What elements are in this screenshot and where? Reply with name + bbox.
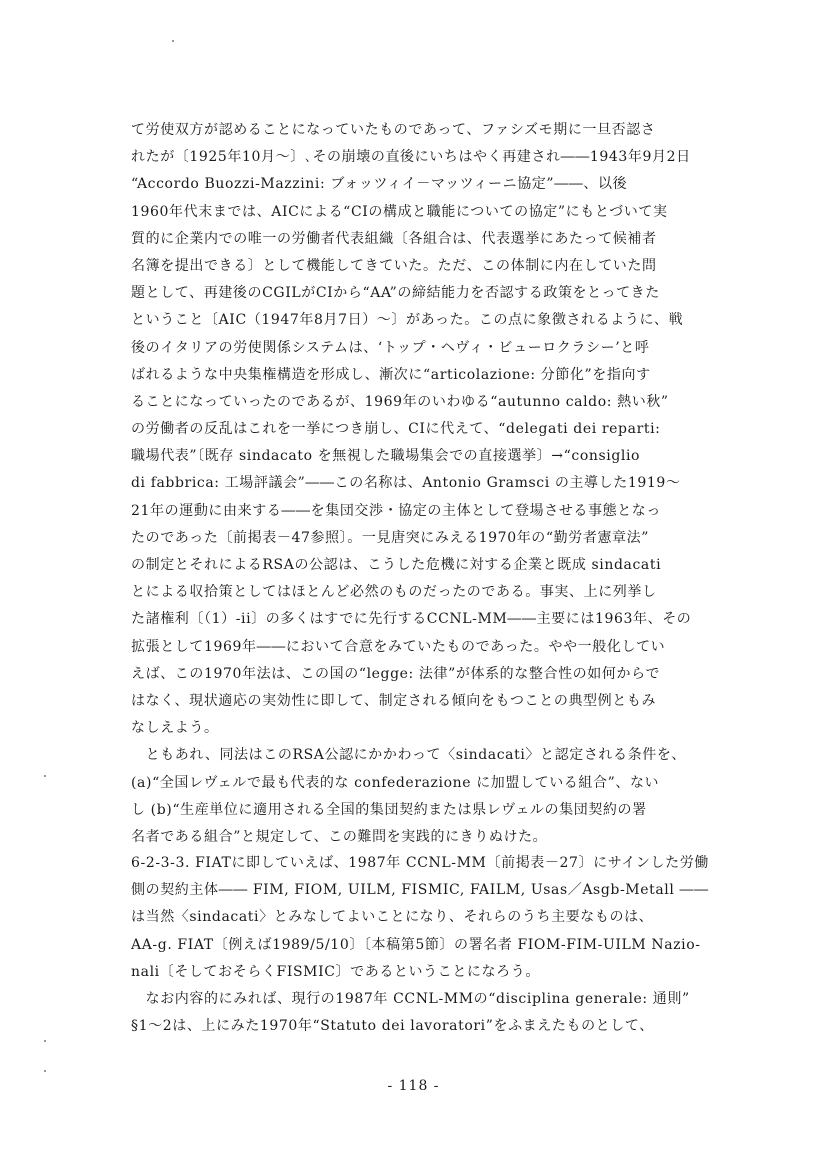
text-line: 6-2-3-3. FIATに即していえば、1987年 CCNL-MM〔前掲表－27〕にサインした労働 bbox=[131, 855, 709, 871]
text-line: AA-g. FIAT〔例えば1989/5/10〕〔本稿第5節〕の署名者 FIOM-FIM-UILM Nazio- bbox=[131, 936, 701, 953]
text-line: は当然〈sindacati〉とみなしてよいことになり、それらのうち主要なものは、 bbox=[131, 909, 654, 926]
text-line: れたが〔1925年10月～〕､その崩壊の直後にいちはやく再建され――1943年9月2日 bbox=[131, 149, 691, 166]
text-line: 職場代表”〔既存 sindacato を無視した職場集会での直接選挙〕→“consiglio bbox=[131, 448, 641, 465]
text-line: はなく、現状適応の実効性に即して、制定される傾向をもつことの典型例ともみ bbox=[131, 692, 657, 709]
text-line: とによる収拾策としてはほとんど必然のものだったのである。事実、上に列挙し bbox=[131, 584, 657, 601]
text-line: たのであった〔前掲表－47参照〕。一見唐突にみえる1970年の“勤労者憲章法” bbox=[131, 529, 650, 546]
text-line: §1～2は、上にみた1970年“Statuto dei lavoratori”をふまえたものとして、 bbox=[131, 1018, 654, 1035]
text-line: なお内容的にみれば、現行の1987年 CCNL-MMの“disciplina generale: 通則” bbox=[131, 990, 690, 1007]
text-line: なしえよう。 bbox=[131, 720, 219, 737]
text-line: た諸権利〔（1）-ii〕の多くはすでに先行するCCNL-MM――主要には1963年、その bbox=[131, 611, 692, 628]
text-line: ることになっていったのであるが、1969年のいわゆる“autunno caldo: 熱い秋” bbox=[131, 393, 669, 410]
scan-speck bbox=[44, 775, 46, 777]
text-line: 質的に企業内での唯一の労働者代表組織〔各組合は、代表選挙にあたって候補者 bbox=[131, 230, 657, 247]
text-line: (a)“全国レヴェルで最も代表的な confederazione に加盟している組合”、ない bbox=[131, 774, 660, 791]
text-line: し (b)“生産単位に適用される全国的集団契約または県レヴェルの集団契約の署 bbox=[131, 801, 647, 818]
scan-speck bbox=[44, 1070, 46, 1072]
text-line: ばれるような中央集権構造を形成し、漸次に“articolazione: 分節化”を指向す bbox=[131, 366, 651, 383]
text-line: 側の契約主体―― FIM, FIOM, UILM, FISMIC, FAILM, Usas／Asgb-Metall ―― bbox=[131, 882, 709, 899]
paragraph-block-2 bbox=[131, 850, 731, 1040]
text-line: 題として、再建後のCGILがCIから“AA”の締結能力を否認する政策をとってきた bbox=[131, 285, 660, 302]
text-line: 名簿を提出できる〕として機能してきていた。ただ、この体制に内在していた問 bbox=[131, 257, 657, 274]
page-number: - 118 - bbox=[387, 1078, 440, 1094]
text-line: の労働者の反乱はこれを一挙につき崩し、CIに代えて、“delegati dei reparti: bbox=[131, 421, 661, 438]
text-line: えば、この1970年法は、この国の“legge: 法律”が体系的な整合性の如何からで bbox=[131, 665, 661, 682]
scan-speck bbox=[172, 40, 174, 42]
text-line: 名者である組合”と規定して、この難問を実践的にきりぬけた。 bbox=[131, 828, 548, 845]
text-line: 1960年代末までは、AICによる“CIの構成と職能についての協定”にもとづいて実 bbox=[131, 203, 668, 220]
text-line: 21年の運動に由来する――を集団交渉・協定の主体として登場させる事態となっ bbox=[131, 502, 662, 519]
text-line: nali〔そしておそらくFISMIC〕であるということになろう。 bbox=[131, 963, 540, 980]
text-line: の制定とそれによるRSAの公認は、こうした危機に対する企業と既成 sindacati bbox=[131, 557, 662, 573]
text-line: ということ〔AIC（1947年8月7日）～〕があった。この点に象徴されるように、戦 bbox=[131, 312, 684, 329]
text-line: て労使双方が認めることになっていたものであって、ファシズモ期に一旦否認さ bbox=[131, 122, 656, 138]
text-line: 後のイタリアの労使関係システムは、‘トップ・ヘヴィ・ビューロクラシー’と呼 bbox=[131, 339, 650, 356]
scan-speck bbox=[44, 1040, 46, 1042]
text-line: 拡張として1969年――において合意をみていたものであった。やや一般化してい bbox=[131, 638, 666, 655]
text-line: “Accordo Buozzi-Mazzini: ブォッツィイ－マッツィーニ協定”――、以後 bbox=[131, 176, 628, 193]
text-line: ともあれ、同法はこのRSA公認にかかわって〈sindacati〉と認定される条件を、 bbox=[131, 747, 687, 764]
paragraph-block-1 bbox=[131, 117, 731, 851]
text-line: di fabbrica: 工場評議会”――この名称は、Antonio Gramsci の主導した1919～ bbox=[131, 475, 681, 492]
